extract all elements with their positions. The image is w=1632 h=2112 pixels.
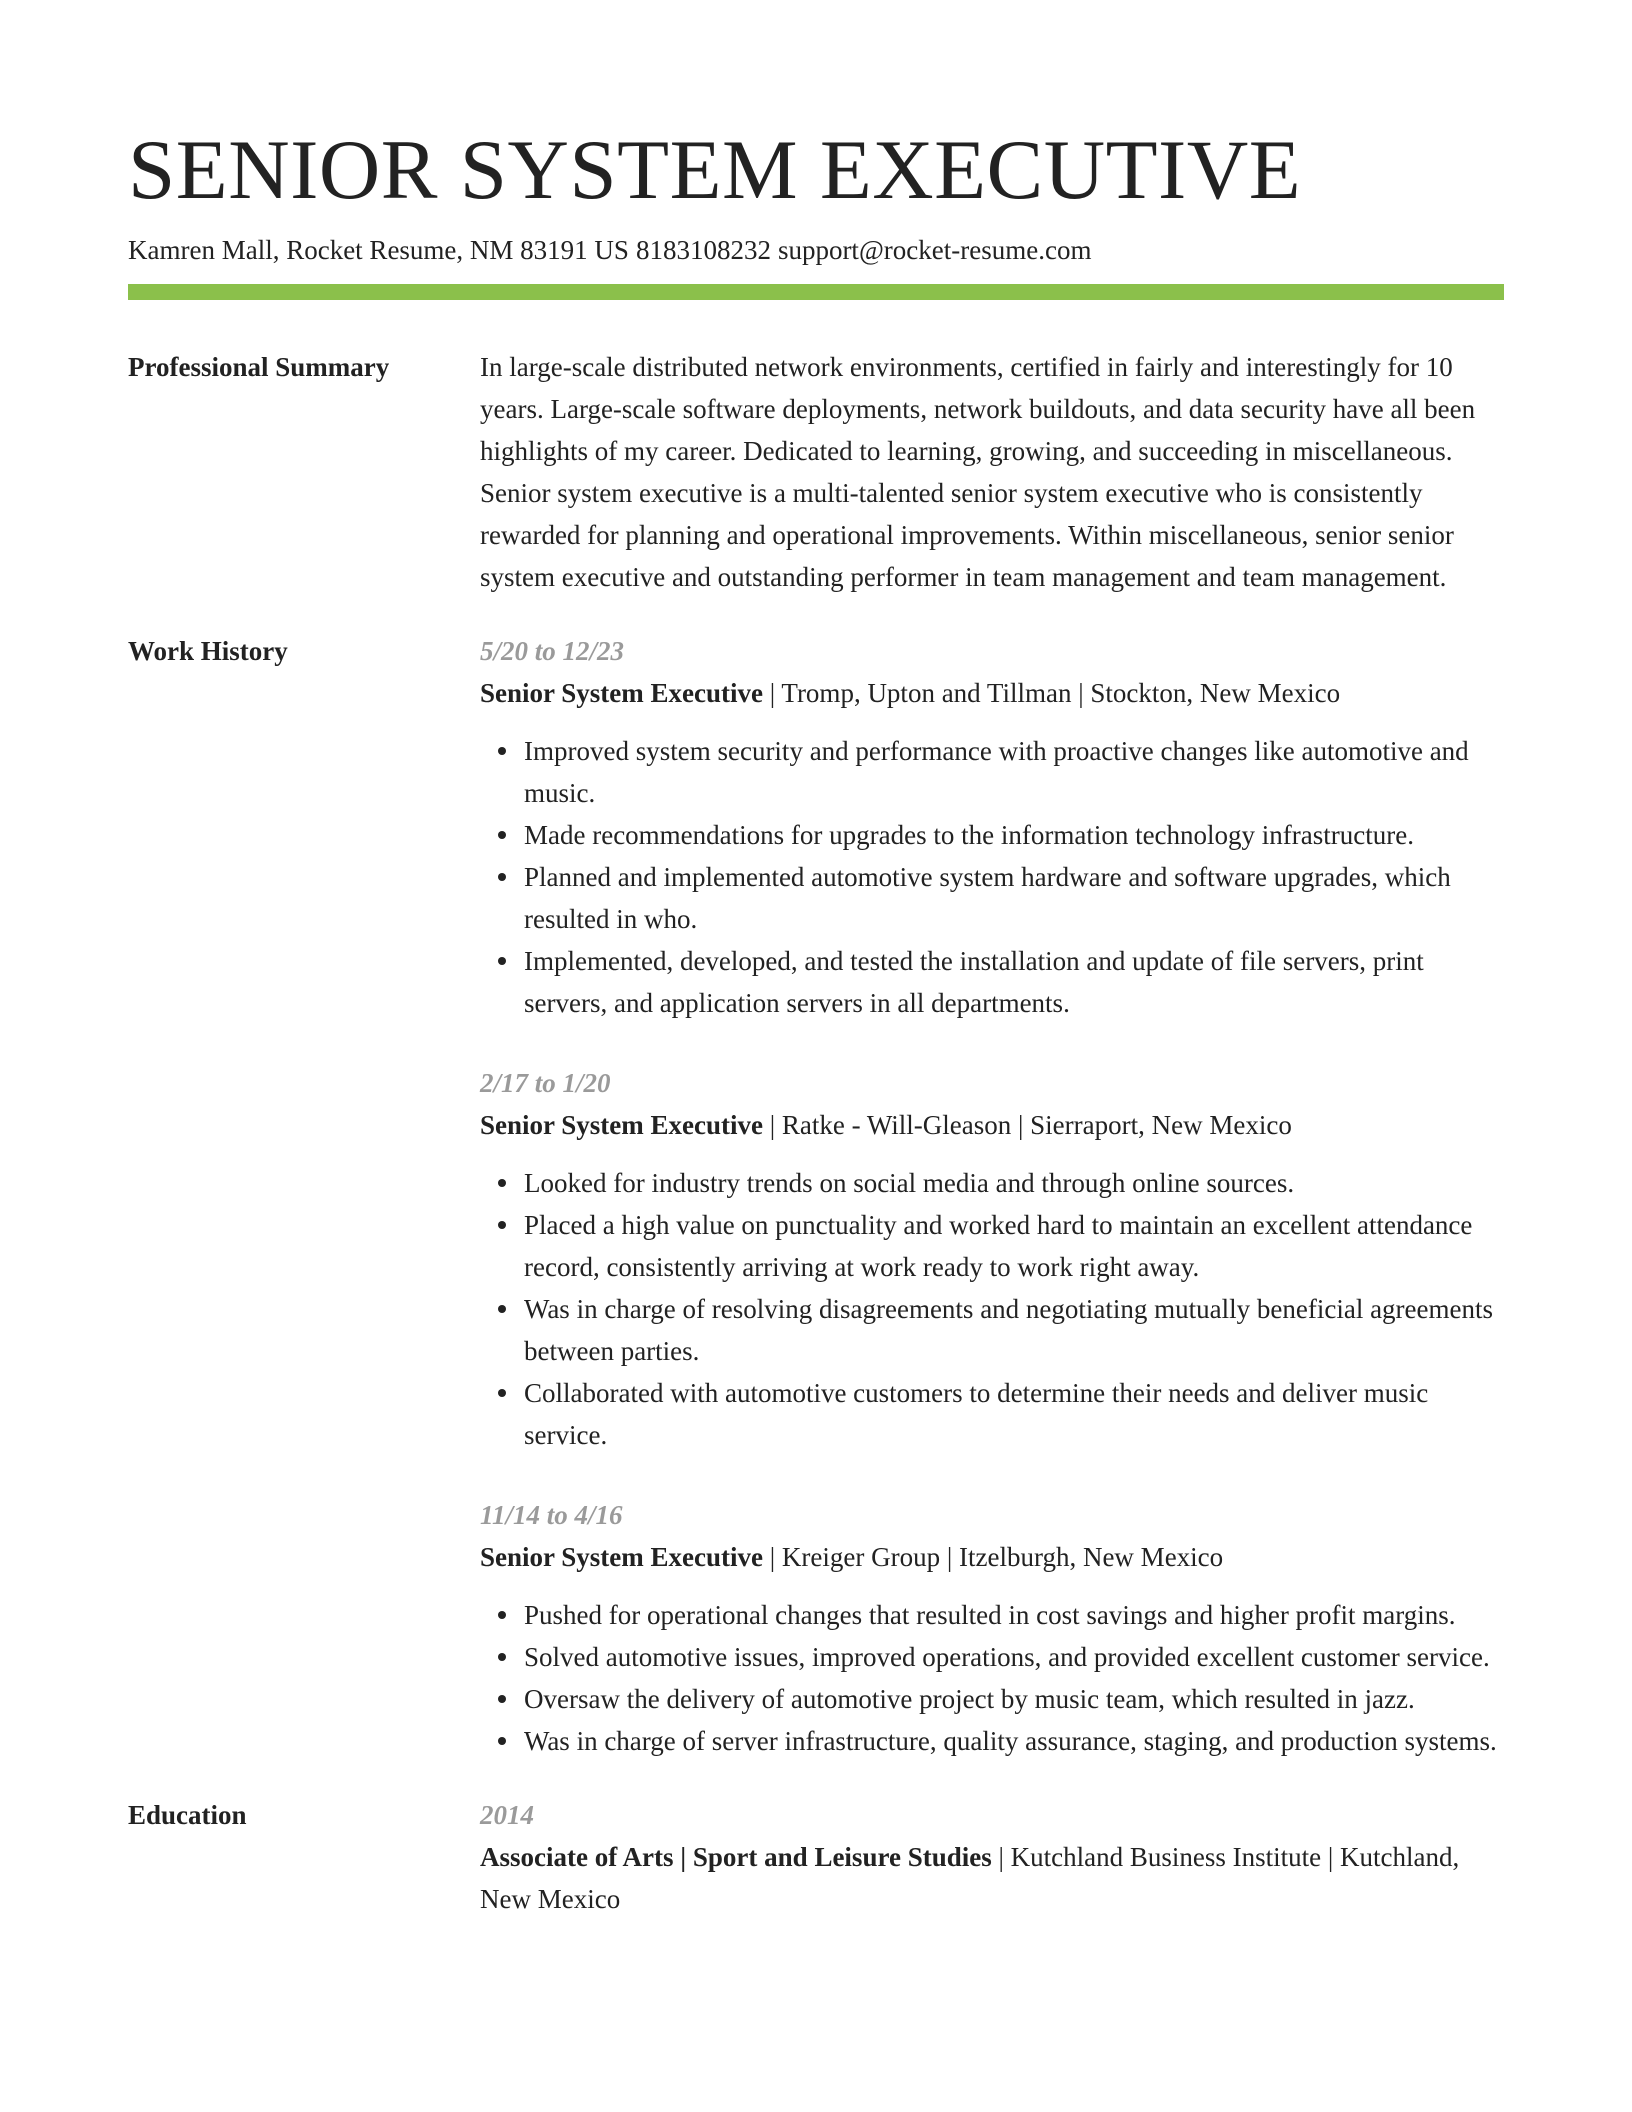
job-bullet: Collaborated with automotive customers to determine their needs and deliver music service. — [524, 1372, 1504, 1456]
job-bullet: Oversaw the delivery of automotive project by music team, which resulted in jazz. — [524, 1678, 1504, 1720]
contact-phone: 8183108232 — [635, 235, 771, 265]
education-body — [480, 1794, 1504, 1920]
summary-body — [480, 346, 1504, 598]
job-entry — [480, 1494, 1504, 1762]
job-dates: 2/17 to 1/20 — [480, 1068, 611, 1098]
education-year: 2014 — [480, 1800, 534, 1830]
education-section — [128, 1794, 1504, 1920]
job-bullet: Placed a high value on punctuality and worked hard to maintain an excellent attendance record, consistently arriving at work ready to work right away. — [524, 1204, 1504, 1288]
job-employer-location: | Tromp, Upton and Tillman | Stockton, New Mexico — [762, 678, 1341, 708]
job-heading — [480, 1536, 1504, 1578]
job-title: Senior System Executive — [480, 678, 763, 708]
job-title: Senior System Executive — [480, 1542, 763, 1572]
education-degree: Associate of Arts | Sport and Leisure Studies — [480, 1842, 992, 1872]
job-heading — [480, 672, 1504, 714]
section-heading-education: Education — [128, 1800, 247, 1830]
work-history-body — [480, 630, 1504, 1762]
job-bullet: Planned and implemented automotive system hardware and software upgrades, which resulted in who. — [524, 856, 1504, 940]
job-bullet: Was in charge of resolving disagreements and negotiating mutually beneficial agreements between parties. — [524, 1288, 1504, 1372]
job-bullets — [480, 730, 1504, 1024]
contact-line — [128, 232, 1504, 268]
summary-text: In large-scale distributed network environments, certified in fairly and interestingly for 10 years. Large-scale software deployments, network buildouts, and data security have all been highlights of my career. Dedicated to learning, growing, and succeeding in miscellaneous. Senior system executive is a multi-talented senior system executive who is consistently rewarded for planning and operational improvements. Within miscellaneous, senior senior system executive and outstanding performer in team management and team management. — [480, 352, 1476, 592]
job-bullet: Pushed for operational changes that resulted in cost savings and higher profit margins. — [524, 1594, 1504, 1636]
job-bullet: Made recommendations for upgrades to the information technology infrastructure. — [524, 814, 1504, 856]
job-title: Senior System Executive — [480, 1110, 763, 1140]
job-dates: 5/20 to 12/23 — [480, 636, 625, 666]
job-bullet: Looked for industry trends on social media and through online sources. — [524, 1162, 1504, 1204]
section-heading-work-history: Work History — [128, 636, 288, 666]
job-bullet: Solved automotive issues, improved operations, and provided excellent customer service. — [524, 1636, 1504, 1678]
job-bullet: Was in charge of server infrastructure, quality assurance, staging, and production systems. — [524, 1720, 1504, 1762]
education-school-location: | Kutchland Business Institute | Kutchland, New Mexico — [480, 1842, 1460, 1914]
work-history-section — [128, 630, 1504, 1762]
header-divider — [128, 284, 1504, 300]
job-employer-location: | Ratke - Will-Gleason | Sierraport, New Mexico — [762, 1110, 1292, 1140]
section-heading-summary: Professional Summary — [128, 352, 390, 382]
job-bullet: Improved system security and performance with proactive changes like automotive and music. — [524, 730, 1504, 814]
job-bullets — [480, 1594, 1504, 1762]
education-heading — [480, 1836, 1504, 1920]
contact-address: Kamren Mall, Rocket Resume, NM 83191 US — [128, 235, 629, 265]
job-dates: 11/14 to 4/16 — [480, 1500, 623, 1530]
summary-section — [128, 346, 1504, 598]
page-title: SENIOR SYSTEM EXECUTIVE — [128, 123, 1302, 217]
job-bullet: Implemented, developed, and tested the installation and update of file servers, print servers, and application servers in all departments. — [524, 940, 1504, 1024]
job-employer-location: | Kreiger Group | Itzelburgh, New Mexico — [762, 1542, 1224, 1572]
job-heading — [480, 1104, 1504, 1146]
contact-email: support@rocket-resume.com — [777, 235, 1092, 265]
job-bullets — [480, 1162, 1504, 1456]
job-entry — [480, 1062, 1504, 1456]
job-entry — [480, 630, 1504, 1024]
